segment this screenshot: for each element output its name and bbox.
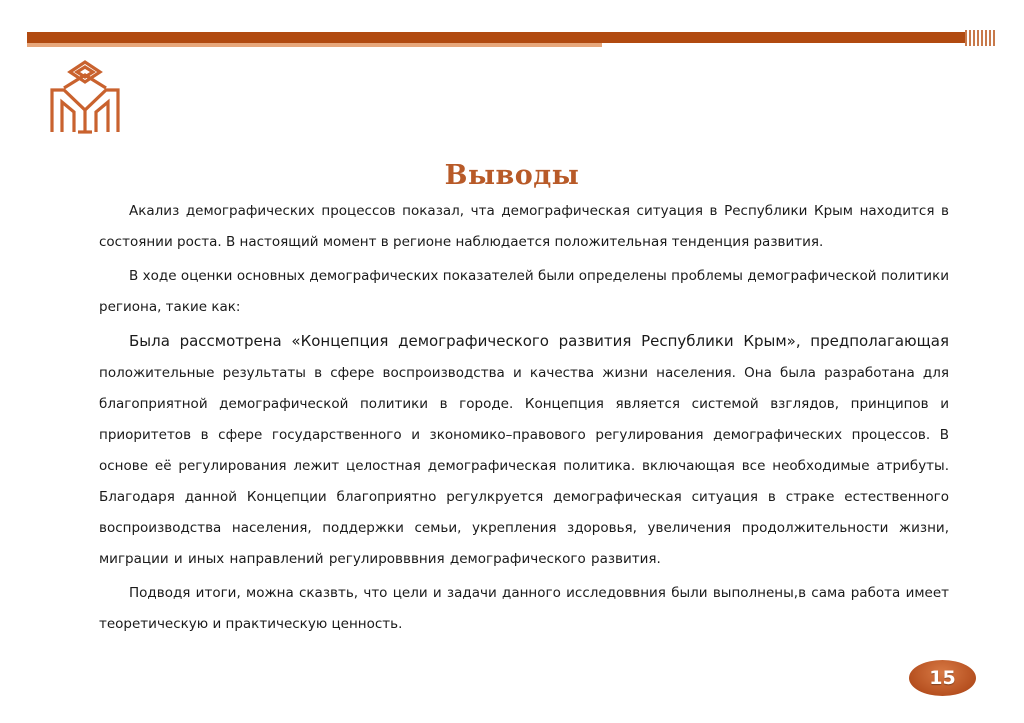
conclusions-body [99, 196, 949, 640]
paragraph-analysis: Акализ демографических процессов показал, чта демографическая ситуация в Республики Крым находится в состоянии роста. В настоящий момент в регионе наблюдается положительная тенденция развития. [99, 203, 949, 250]
slide-title: Выводы [444, 160, 580, 191]
paragraph-evaluation: В ходе оценки основных демографических показателей были определены проблемы демографической политики региона, такие как: [99, 268, 949, 315]
page-number-badge: 15 [909, 660, 976, 696]
paragraph-concept: Была рассмотрена «Концепция демографического развития Республики Крым», предполагающая положительные результаты в сфере воспроизводства и качества жизни населения. Она была разработана для благоприятной демографической политики в городе. Концепция является системой взглядов, принципов и приоритетов в сфере государственного и зкономико–правового регулирования демографических процессов. В основе её регулирования лежит целостная демографическая политика. включающая все необходимые атрибуты. Благодаря данной Концепции благоприятно регулкруется демографическая ситуация в страке естественного воспроизводства населения, поддержки семьи, укрепления здоровья, увеличения продолжительности жизни, миграции и иных направлений регулировввния демографического развития. [99, 332, 949, 567]
header-accent-bar [27, 32, 975, 43]
header-accent-underline [27, 43, 602, 47]
ornamental-monogram-logo-icon [50, 60, 120, 134]
paragraph-summary: Подводя итоги, можна сказвть, что цели и задачи данного исследоввния были выполнены,в сама работа имеет теоретическую и практическую ценность. [99, 585, 949, 632]
header-stripe-decoration [965, 30, 997, 46]
